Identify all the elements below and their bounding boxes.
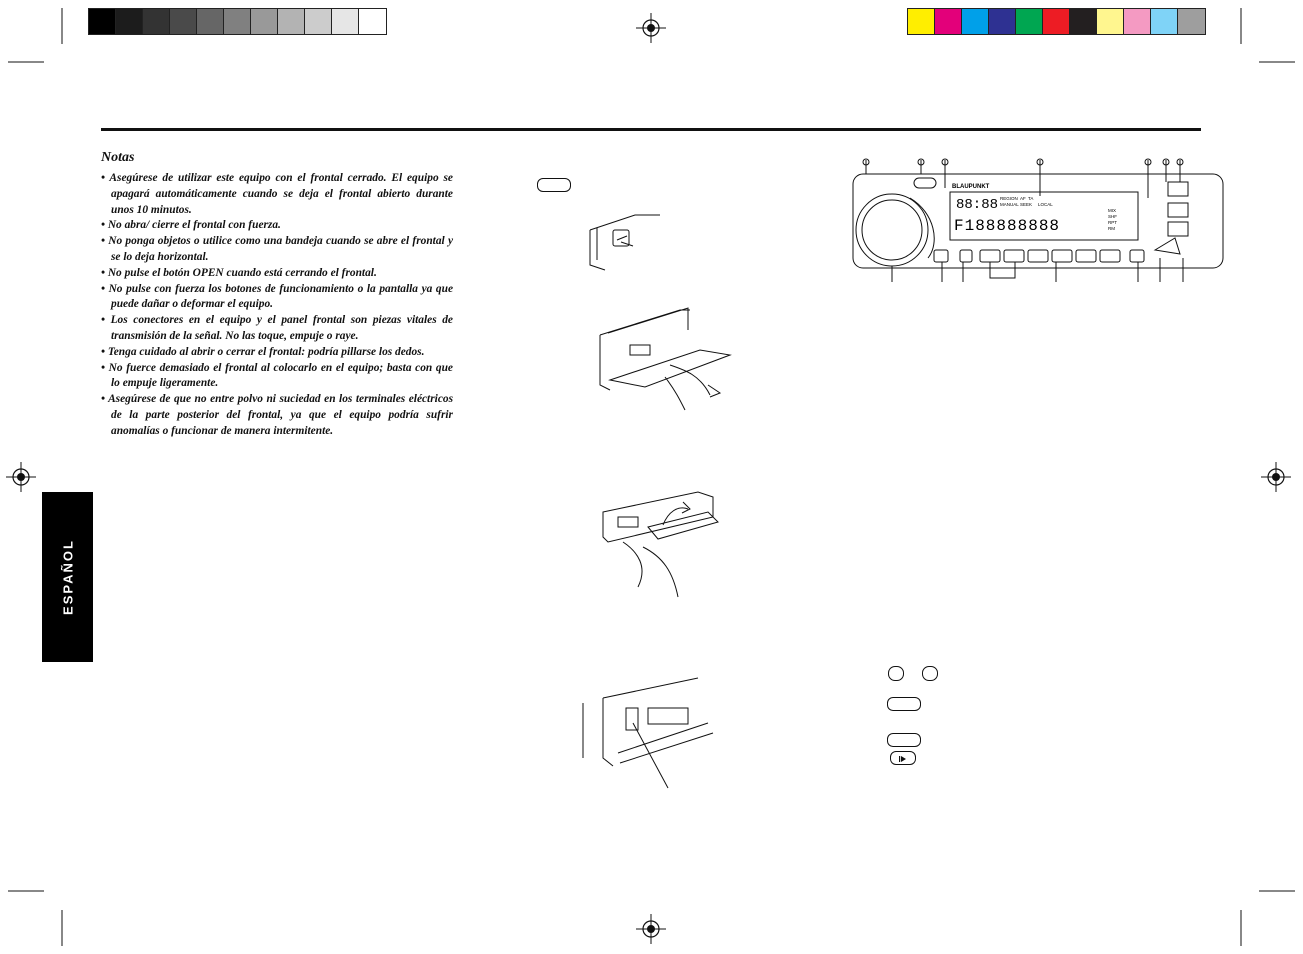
- key-icon: [888, 666, 904, 681]
- device-front-panel: [850, 158, 1230, 283]
- device-indicator: REGION: [1000, 196, 1018, 201]
- device-segments: F188888888: [954, 217, 1061, 235]
- color-swatch: [359, 9, 386, 34]
- notes-list: [101, 171, 453, 440]
- language-tab: [42, 492, 93, 662]
- color-swatch: [170, 9, 197, 34]
- note-item: • No pulse el botón OPEN cuando está cerrando el frontal.: [101, 266, 377, 279]
- device-mode: SHF: [1108, 214, 1117, 219]
- illustration-close-front: [598, 487, 738, 597]
- device-indicator: MANUAL: [1000, 202, 1019, 207]
- notes-title: Notas: [101, 150, 135, 165]
- key-icon: [922, 666, 938, 681]
- color-swatch: [962, 9, 989, 34]
- color-swatch: [1151, 9, 1178, 34]
- device-indicator: SEEK: [1020, 202, 1033, 207]
- color-swatch: [1043, 9, 1070, 34]
- play-key-icon: [890, 751, 916, 765]
- header-rule: [101, 128, 1201, 131]
- device-mode: MIX: [1108, 208, 1117, 213]
- illustration-connector: [578, 678, 718, 798]
- note-item: • Asegúrese de que no entre polvo ni suciedad en los terminales eléctricos de la parte posterior del frontal, ya que el equipo podría sufrir anomalías o funcionar de manera intermitente.: [101, 393, 453, 437]
- note-item: • No abra/ cierre el frontal con fuerza.: [101, 219, 281, 232]
- device-indicator: LOCAL: [1038, 202, 1053, 207]
- color-swatch: [332, 9, 359, 34]
- color-swatch: [1124, 9, 1151, 34]
- device-indicator: AF: [1020, 196, 1026, 201]
- color-bar: [907, 8, 1206, 35]
- key-icon: [887, 733, 921, 747]
- device-brand: BLAUPUNKT: [952, 184, 990, 190]
- color-swatch: [89, 9, 116, 34]
- registration-mark-top: [636, 13, 666, 43]
- color-swatch: [908, 9, 935, 34]
- device-mode: RPT: [1108, 220, 1117, 225]
- registration-mark-right: [1261, 462, 1291, 492]
- grayscale-bar: [88, 8, 387, 35]
- note-item: • Tenga cuidado al abrir o cerrar el frontal: podría pillarse los dedos.: [101, 345, 425, 358]
- device-mode: RM: [1108, 226, 1115, 231]
- color-swatch: [1178, 9, 1205, 34]
- color-swatch: [116, 9, 143, 34]
- language-tab-label: ESPAÑOL: [60, 539, 75, 615]
- color-swatch: [1070, 9, 1097, 34]
- color-swatch: [935, 9, 962, 34]
- note-item: • No fuerce demasiado el frontal al colocarlo en el equipo; basta con que lo empuje ligeramente.: [101, 361, 453, 390]
- color-swatch: [989, 9, 1016, 34]
- device-time: 88:88: [956, 197, 999, 213]
- color-swatch: [1016, 9, 1043, 34]
- color-swatch: [1097, 9, 1124, 34]
- registration-mark-left: [6, 462, 36, 492]
- note-item: • Los conectores en el equipo y el panel frontal son piezas vitales de transmisión de la señal. No las toque, empuje o raye.: [101, 314, 453, 342]
- illustration-open-front: [590, 305, 740, 415]
- note-item: • No ponga objetos o utilice como una bandeja cuando se abre el frontal y se lo deja horizontal.: [101, 235, 453, 263]
- device-indicator: TA: [1028, 196, 1034, 201]
- color-swatch: [143, 9, 170, 34]
- color-swatch: [305, 9, 332, 34]
- illustration-press-open: [585, 210, 695, 300]
- note-item: • Asegúrese de utilizar este equipo con el frontal cerrado. El equipo se apagará automáticamente cuando se deja el frontal abierto durante unos 10 minutos.: [101, 172, 453, 216]
- note-item: • No pulse con fuerza los botones de funcionamiento o la pantalla ya que puede dañar o deformar el equipo.: [101, 282, 453, 311]
- open-key-icon: [537, 178, 571, 192]
- color-swatch: [251, 9, 278, 34]
- registration-mark-bottom: [636, 914, 666, 944]
- key-icon: [887, 697, 921, 711]
- color-swatch: [197, 9, 224, 34]
- color-swatch: [278, 9, 305, 34]
- color-swatch: [224, 9, 251, 34]
